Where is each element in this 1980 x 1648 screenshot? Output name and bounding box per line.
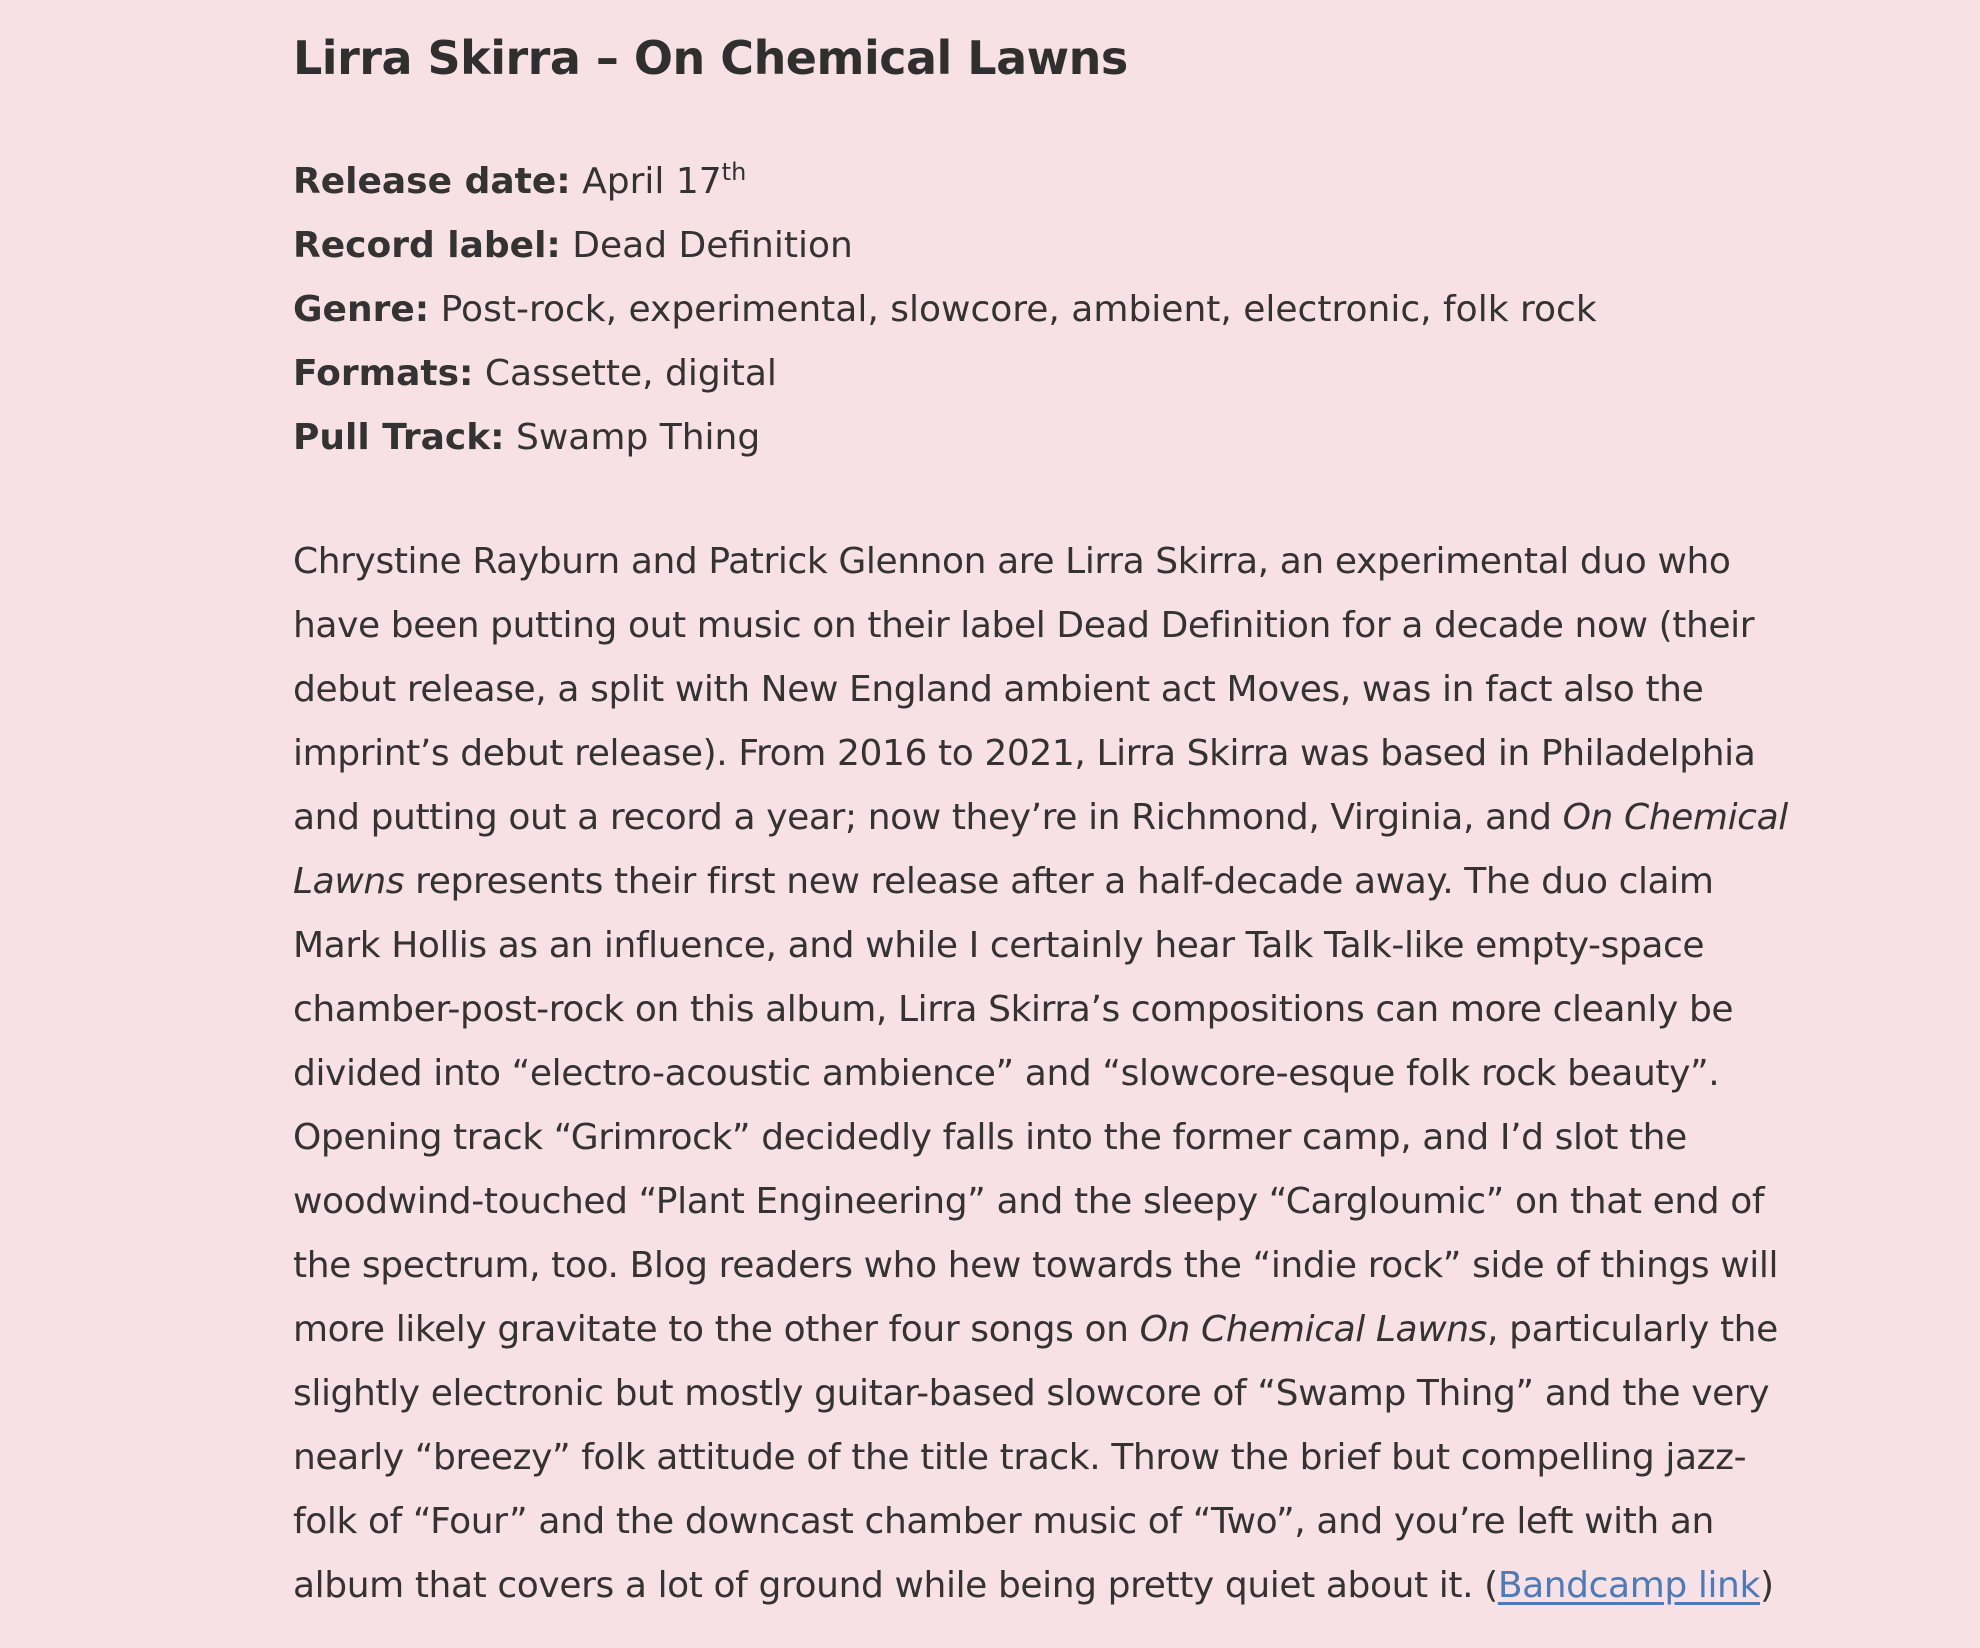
formats-label: Formats: [293,353,474,394]
genre-value: Post-rock, experimental, slowcore, ambient, electronic, folk rock [440,289,1597,330]
record-label-row [293,214,1803,278]
release-date-value: April 17 [582,161,722,202]
release-date-suffix: th [721,158,747,186]
review-text-part-1: Chrystine Rayburn and Patrick Glennon are Lirra Skirra, an experimental duo who have been putting out music on their label Dead Definition for a decade now (their debut release, a split with New England ambient act Moves, was in fact also the imprint’s debut release). From 2016 to 2021, Lirra Skirra was based in Philadelphia and putting out a record a year; now they’re in Richmond, Virginia, and [293,541,1756,838]
article [293,0,1803,1618]
review-text-part-4: ) [1759,1565,1774,1606]
album-title-italic-1: On Chemical Lawns [293,797,1788,902]
genre-row [293,278,1803,342]
album-title-italic-2: On Chemical Lawns [1139,1309,1488,1350]
release-date-label: Release date: [293,161,571,202]
pull-track-value: Swamp Thing [516,417,761,458]
record-label-label: Record label: [293,225,561,266]
formats-value: Cassette, digital [484,353,777,394]
pull-track-label: Pull Track: [293,417,505,458]
post-title: Lirra Skirra – On Chemical Lawns [293,31,1128,85]
review-text-part-3: , particularly the slightly electronic but mostly guitar-based slowcore of “Swamp Thing” and the very nearly “breezy” folk attitude of the title track. Throw the brief but compelling jazz-folk of “Four” and the downcast chamber music of “Two”, and you’re left with an album that covers a lot of ground while being pretty quiet about it. ( [293,1309,1778,1606]
release-meta-list [293,150,1803,470]
pull-track-row [293,406,1803,470]
genre-label: Genre: [293,289,430,330]
review-text-part-2: represents their first new release after a half-decade away. The duo claim Mark Hollis as an influence, and while I certainly hear Talk Talk-like empty-space chamber-post-rock on this album, Lirra Skirra’s compositions can more cleanly be divided into “electro-acoustic ambience” and “slowcore-esque folk rock beauty”. Opening track “Grimrock” decidedly falls into the former camp, and I’d slot the woodwind-touched “Plant Engineering” and the sleepy “Cargloumic” on that end of the spectrum, too. Blog readers who hew towards the “indie rock” side of things will more likely gravitate to the other four songs on [293,861,1779,1350]
record-label-value: Dead Definition [572,225,853,266]
bandcamp-link[interactable]: Bandcamp link [1497,1565,1760,1606]
review-paragraph [293,530,1803,1618]
release-date-row [293,150,1803,214]
formats-row [293,342,1803,406]
